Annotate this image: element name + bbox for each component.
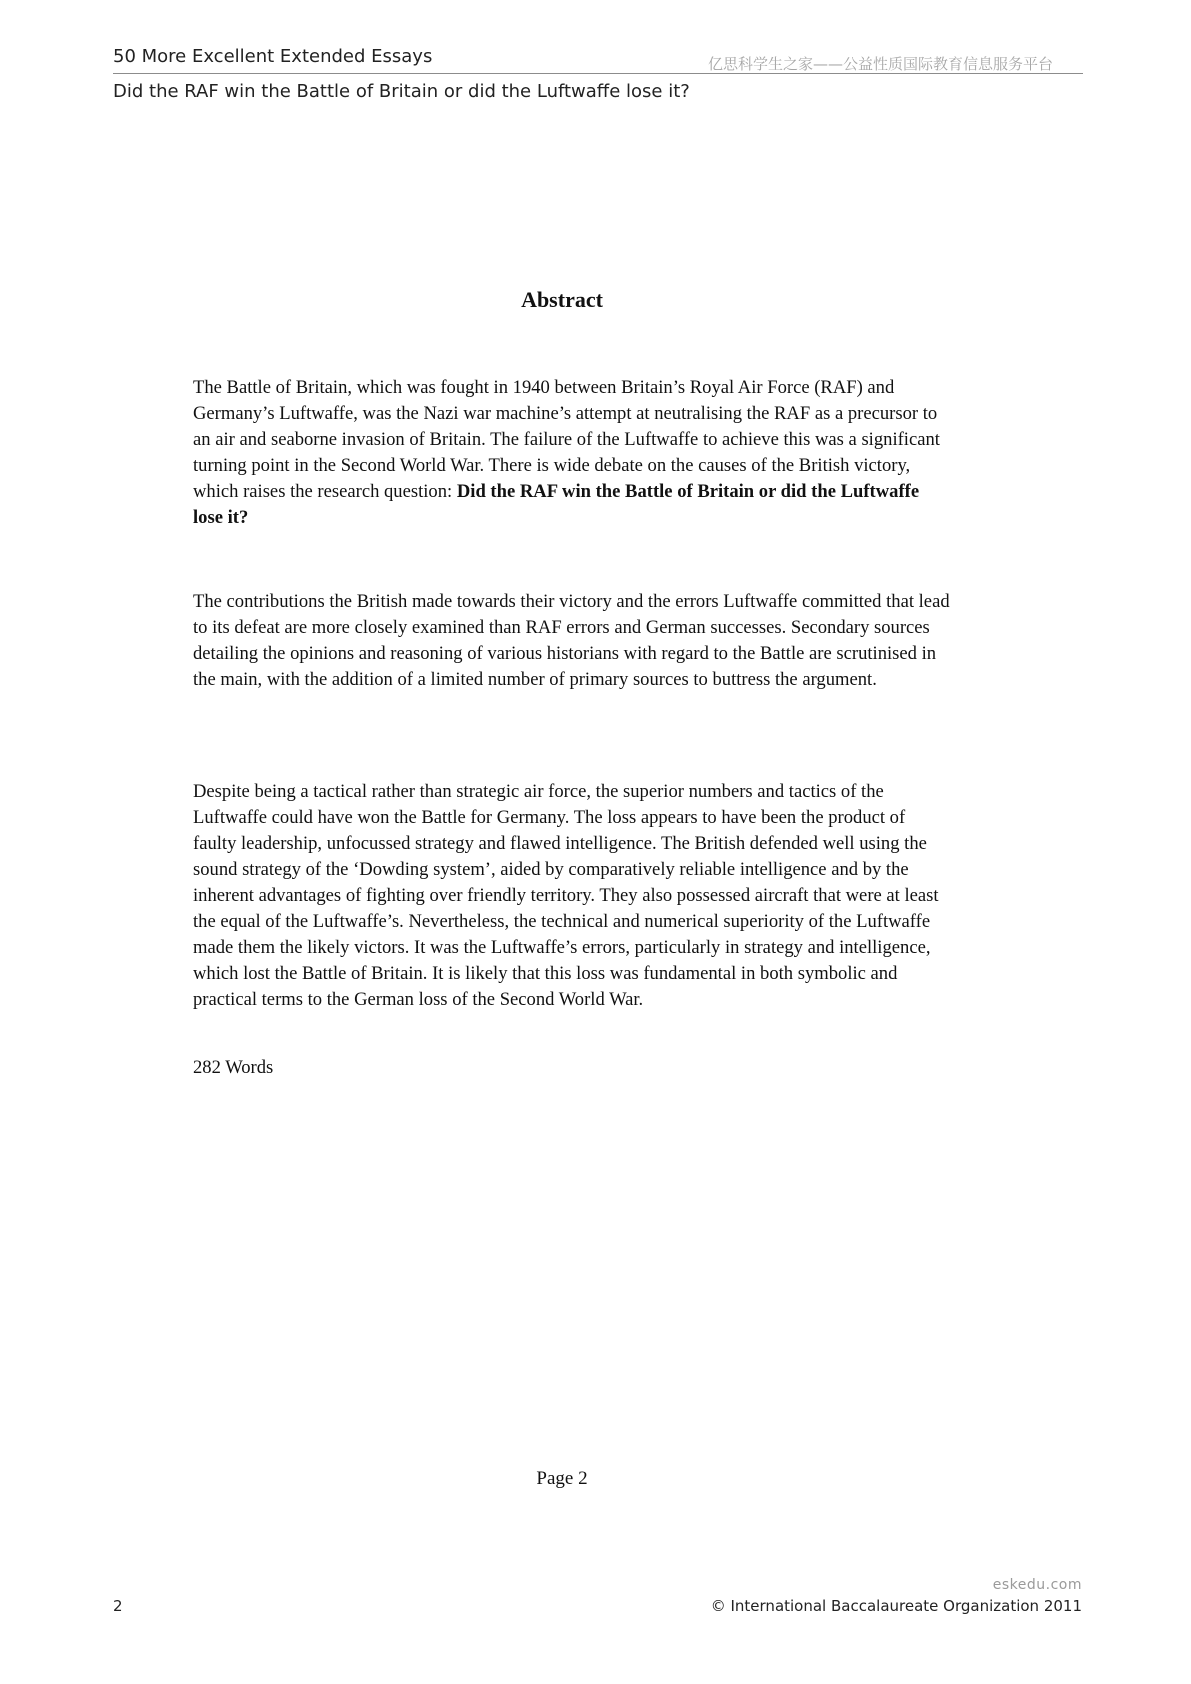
abstract-paragraph-1 — [193, 375, 953, 531]
running-header-title: 50 More Excellent Extended Essays — [113, 46, 433, 67]
footer-page-number: 2 — [113, 1597, 123, 1615]
word-count: 282 Words — [193, 1057, 274, 1078]
paragraph-1-text: The Battle of Britain, which was fought in 1940 between Britain’s Royal Air Force (RAF) and Germany’s Luftwaffe, was the Nazi war machine’s attempt at neutralising the RAF as a precursor to an air and seaborne invasion of Britain. The failure of the Luftwaffe to achieve this was a significant turning point in the Second World War. There is wide debate on the causes of the British victory, which raises the research question: — [193, 377, 940, 502]
research-question: Did the RAF win the Battle of Britain or did the Luftwaffe lose it? — [193, 481, 920, 528]
abstract-heading: Abstract — [521, 287, 603, 312]
header-watermark: 亿思科学生之家——公益性质国际教育信息服务平台 — [707, 55, 1053, 73]
running-header-subtitle: Did the RAF win the Battle of Britain or did the Luftwaffe lose it? — [113, 81, 690, 102]
header-rule — [113, 73, 1083, 74]
essay-page-label: Page 2 — [536, 1468, 588, 1489]
abstract-paragraph-2: The contributions the British made towards their victory and the errors Luftwaffe committed that lead to its defeat are more closely examined than RAF errors and German successes. Secondary sources detailing the opinions and reasoning of various historians with regard to the Battle are scrutinised in the main, with the addition of a limited number of primary sources to buttress the argument. — [193, 591, 950, 690]
footer-site: eskedu.com — [992, 1577, 1082, 1593]
abstract-paragraph-3: Despite being a tactical rather than strategic air force, the superior numbers and tactics of the Luftwaffe could have won the Battle for Germany. The loss appears to have been the product of faulty leadership, unfocussed strategy and flawed intelligence. The British defended well using the sound strategy of the ‘Dowding system’, aided by comparatively reliable intelligence and by the inherent advantages of fighting over friendly territory. They also possessed aircraft that were at least the equal of the Luftwaffe’s. Nevertheless, the technical and numerical superiority of the Luftwaffe made them the likely victors. It was the Luftwaffe’s errors, particularly in strategy and intelligence, which lost the Battle of Britain. It is likely that this loss was fundamental in both symbolic and practical terms to the German loss of the Second World War. — [193, 781, 939, 1010]
footer-copyright: © International Baccalaureate Organization 2011 — [710, 1597, 1082, 1615]
